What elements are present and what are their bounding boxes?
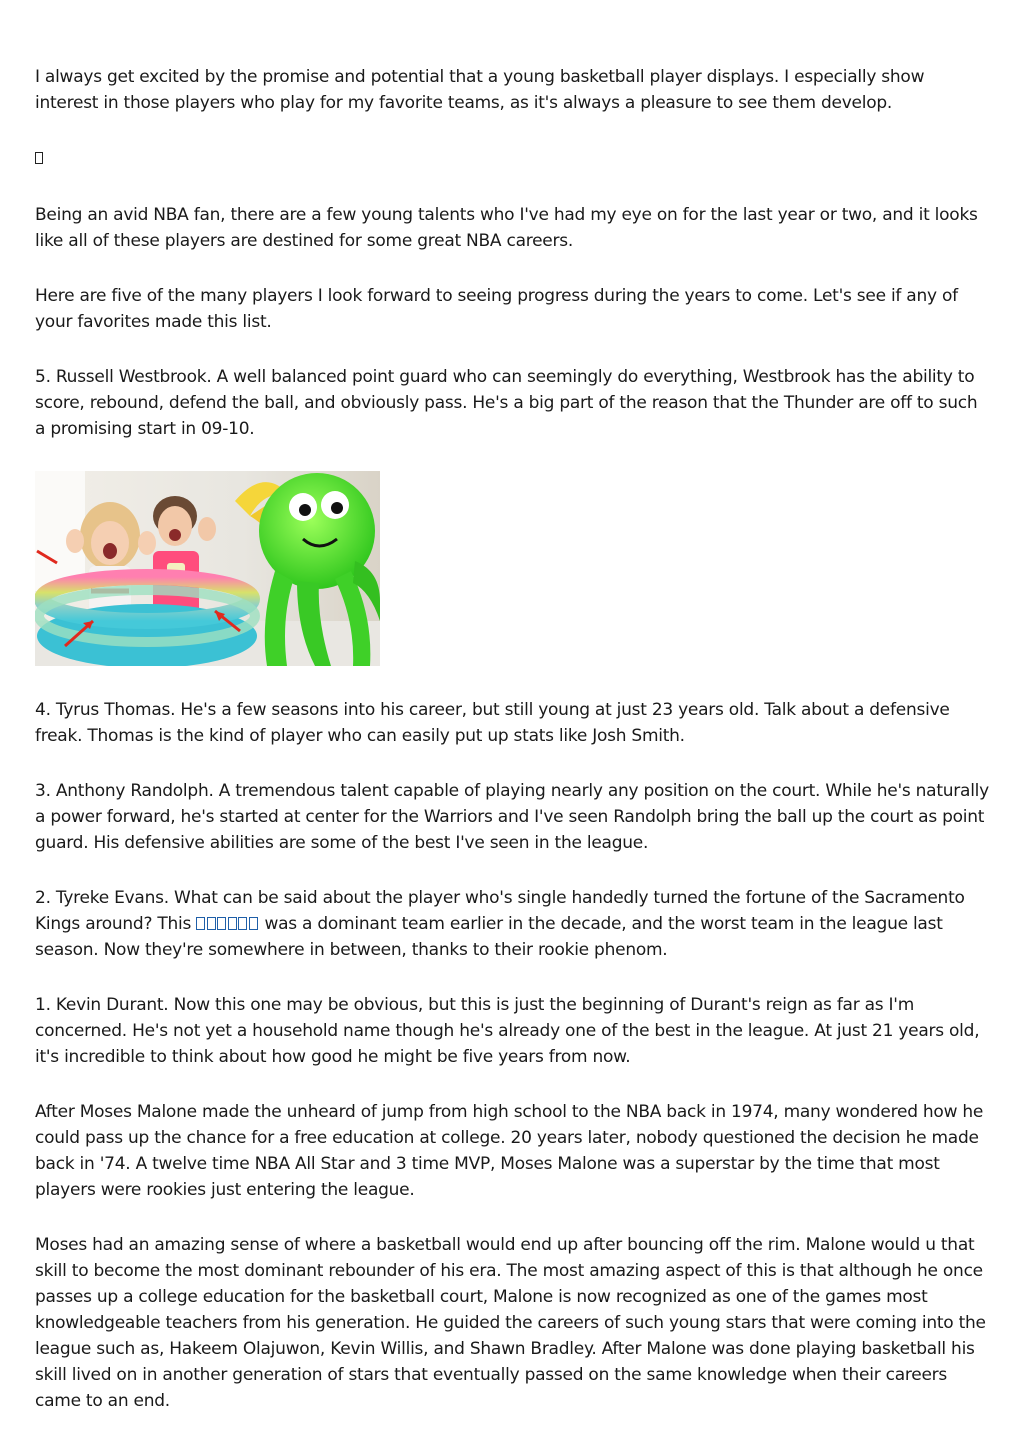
paragraph-nba-fan: Being an avid NBA fan, there are a few young talents who I've had my eye on for the last year or two, and it looks like all of these players are destined for some great NBA careers. [35, 205, 978, 251]
link-missing-glyph-icon [228, 917, 237, 930]
paragraph-anthony-randolph: 3. Anthony Randolph. A tremendous talent capable of playing nearly any position on the court. While he's naturally a power forward, he's started at center for the Warriors and I've seen Randolph bring the ball up the court as point guard. His defensive abilities are some of the best I've seen in the league. [35, 781, 989, 853]
inline-link[interactable] [196, 914, 259, 934]
article-body [35, 64, 990, 1443]
link-missing-glyph-icon [238, 917, 247, 930]
link-missing-glyph-icon [217, 917, 226, 930]
link-missing-glyphs [196, 911, 259, 937]
link-missing-glyph-icon [249, 917, 258, 930]
paragraph-tyrus-thomas: 4. Tyrus Thomas. He's a few seasons into his career, but still young at just 23 years old. Talk about a defensive freak. Thomas is the kind of player who can easily put up stats like Josh Smith. [35, 700, 950, 746]
tyreke-text-after: was a dominant team earlier in the decade, and the worst team in the league last season. Now they're somewhere in between, thanks to their rookie phenom. [35, 914, 943, 960]
missing-glyph-line [35, 145, 990, 171]
paragraph-intro: I always get excited by the promise and potential that a young basketball player displays. I especially show interest in those players who play for my favorite teams, as it's always a pleasure to see them develop. [35, 67, 925, 113]
paragraph-five-players: Here are five of the many players I look forward to seeing progress during the years to come. Let's see if any of your favorites made this list. [35, 286, 958, 332]
tyreke-text-before: 2. Tyreke Evans. What can be said about the player who's single handedly turned the fortune of the Sacramento Kings around? This [35, 888, 965, 934]
paragraph-tyreke-evans [35, 885, 990, 963]
paragraph-moses-malone-intro: After Moses Malone made the unheard of jump from high school to the NBA back in 1974, many wondered how he could pass up the chance for a free education at college. 20 years later, nobody questioned the decision he made back in '74. A twelve time NBA All Star and 3 time MVP, Moses Malone was a superstar by the time that most players were rookies just entering the league. [35, 1102, 984, 1200]
missing-glyph-icon [35, 152, 43, 164]
paragraph-moses-malone-legacy: Moses had an amazing sense of where a basketball would end up after bouncing off the rim. Malone would u that skill to become the most dominant rebounder of his era. The most amazing aspect of this is that although he once passes up a college education for the basketball court, Malone is now recognized as one of the games most knowledgeable teachers from his generation. He guided the careers of such young stars that were coming into the league such as, Hakeem Olajuwon, Kevin Willis, and Shawn Bradley. After Malone was done playing basketball his skill lived on in another generation of stars that eventually passed on the same knowledge when their careers came to an end. [35, 1235, 986, 1411]
link-missing-glyph-icon [207, 917, 216, 930]
link-missing-glyph-icon [196, 917, 205, 930]
kids-pool-octopus-image [35, 471, 380, 666]
paragraph-kevin-durant: 1. Kevin Durant. Now this one may be obvious, but this is just the beginning of Durant's reign as far as I'm concerned. He's not yet a household name though he's already one of the best in the league. At just 21 years old, it's incredible to think about how good he might be five years from now. [35, 995, 980, 1067]
paragraph-westbrook: 5. Russell Westbrook. A well balanced point guard who can seemingly do everything, Westbrook has the ability to score, rebound, defend the ball, and obviously pass. He's a big part of the reason that the Thunder are off to such a promising start in 09-10. [35, 367, 978, 439]
